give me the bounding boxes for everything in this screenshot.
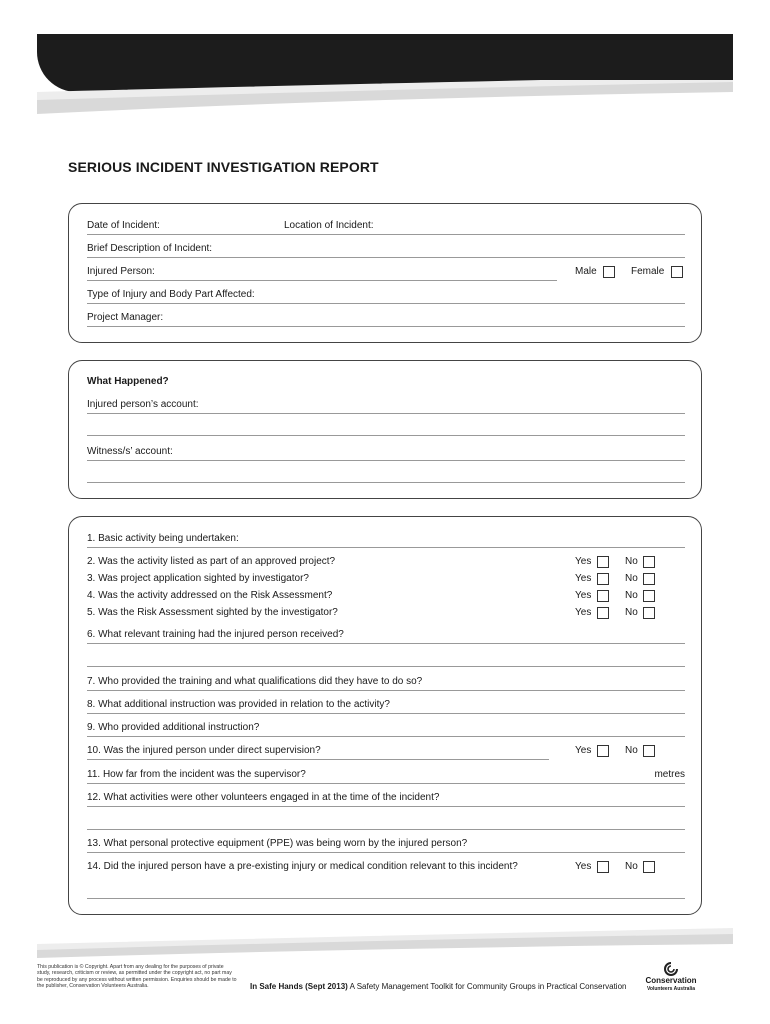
brief-description-field[interactable] [87,257,685,258]
injured-person-label: Injured Person: [87,266,155,277]
q1-row [87,532,685,548]
footer-tagline [250,982,626,991]
what-happened-heading-row [87,375,685,391]
q1-field[interactable] [87,547,685,548]
q7-row [87,675,685,691]
q4-no-label: No [625,590,638,601]
q2-yes-label: Yes [575,556,592,567]
logo-swirl-icon [664,962,678,976]
q12-field-2[interactable] [87,829,685,830]
q3-label: 3. Was project application sighted by investigator? [87,573,309,584]
q2-yes-checkbox[interactable] [597,556,609,568]
female-label: Female [631,266,665,277]
q5-row [87,606,685,622]
q5-no-checkbox[interactable] [643,607,655,619]
tagline-title: In Safe Hands (Sept 2013) [250,982,348,991]
q4-label: 4. Was the activity addressed on the Risk Assessment? [87,590,333,601]
q9-row [87,721,685,737]
q14-label: 14. Did the injured person have a pre-existing injury or medical condition relevant to this incident? [87,861,518,872]
q13-label: 13. What personal protective equipment (PPE) was being worn by the injured person? [87,838,468,849]
tagline-description: A Safety Management Toolkit for Community Groups in Practical Conservation [347,982,627,991]
q5-label: 5. Was the Risk Assessment sighted by the investigator? [87,607,338,618]
date-location-field[interactable] [87,234,685,235]
incident-details-section [68,203,702,343]
date-of-incident-label: Date of Incident: [87,220,160,231]
female-checkbox[interactable] [671,266,683,278]
q6-row [87,628,685,644]
q12-row-continued [87,814,685,830]
q12-label: 12. What activities were other volunteers engaged in at the time of the incident? [87,792,440,803]
witness-account-field-2[interactable] [87,482,685,483]
q2-no-label: No [625,556,638,567]
q14-row-continued [87,883,685,899]
q10-no-checkbox[interactable] [643,745,655,757]
injured-account-field[interactable] [87,413,685,414]
q6-label: 6. What relevant training had the injured person received? [87,629,344,640]
conservation-volunteers-logo [640,962,702,996]
what-happened-heading: What Happened? [87,376,169,387]
logo-name: Conservation [645,976,697,985]
q3-no-checkbox[interactable] [643,573,655,585]
q14-yes-checkbox[interactable] [597,861,609,873]
what-happened-section [68,360,702,499]
q9-label: 9. Who provided additional instruction? [87,722,260,733]
q4-row [87,589,685,605]
q4-yes-checkbox[interactable] [597,590,609,602]
logo-subtitle: Volunteers Australia [646,986,696,992]
row-witness-account-continued [87,467,685,483]
q12-field[interactable] [87,806,685,807]
q10-field[interactable] [87,759,549,760]
q13-row [87,837,685,853]
injured-account-label: Injured person’s account: [87,399,199,410]
investigation-questions-section [68,516,702,915]
q4-no-checkbox[interactable] [643,590,655,602]
row-injured-person [87,265,685,281]
q6-field-2[interactable] [87,666,685,667]
q5-no-label: No [625,607,638,618]
q2-no-checkbox[interactable] [643,556,655,568]
q8-row [87,698,685,714]
q10-yes-label: Yes [575,745,592,756]
q14-row [87,860,685,876]
row-injured-account-continued [87,420,685,436]
q3-yes-checkbox[interactable] [597,573,609,585]
q5-yes-label: Yes [575,607,592,618]
q11-label: 11. How far from the incident was the supervisor? [87,769,306,780]
q12-row [87,791,685,807]
injury-type-label: Type of Injury and Body Part Affected: [87,289,255,300]
injured-person-field[interactable] [87,280,557,281]
project-manager-label: Project Manager: [87,312,164,323]
copyright-notice: This publication is © Copyright. Apart from any dealing for the purposes of private study, research, criticism or review, as permitted under the copyright act, no part may be reproduced by any process without written permission. Enquiries should be made to the publisher, Conservation Volunteers Australia. [37,964,237,990]
q6-field[interactable] [87,643,685,644]
q7-label: 7. Who provided the training and what qualifications did they have to do so? [87,676,423,687]
header-swoosh [37,80,733,120]
q8-field[interactable] [87,713,685,714]
witness-account-label: Witness/s’ account: [87,446,173,457]
row-brief-description [87,242,685,258]
brief-description-label: Brief Description of Incident: [87,243,213,254]
q11-row [87,768,685,784]
q2-label: 2. Was the activity listed as part of an approved project? [87,556,336,567]
q3-yes-label: Yes [575,573,592,584]
witness-account-field[interactable] [87,460,685,461]
page-title: SERIOUS INCIDENT INVESTIGATION REPORT [68,159,379,175]
row-date-location [87,219,685,235]
location-of-incident-label: Location of Incident: [284,220,374,231]
q14-no-checkbox[interactable] [643,861,655,873]
injured-account-field-2[interactable] [87,435,685,436]
q4-yes-label: Yes [575,590,592,601]
q3-no-label: No [625,573,638,584]
row-witness-account [87,445,685,461]
q14-yes-label: Yes [575,861,592,872]
q3-row [87,572,685,588]
male-checkbox[interactable] [603,266,615,278]
male-label: Male [575,266,597,277]
q9-field[interactable] [87,736,685,737]
q14-no-label: No [625,861,638,872]
q14-field[interactable] [87,898,685,899]
row-injury-type [87,288,685,304]
injury-type-field[interactable] [87,303,685,304]
q11-field[interactable] [87,783,685,784]
q5-yes-checkbox[interactable] [597,607,609,619]
q10-yes-checkbox[interactable] [597,745,609,757]
q2-row [87,555,685,571]
q8-label: 8. What additional instruction was provided in relation to the activity? [87,699,390,710]
footer-swoosh [37,928,733,962]
q13-field[interactable] [87,852,685,853]
metres-label: metres [654,769,685,780]
q10-row [87,744,685,760]
row-injured-account [87,398,685,414]
q1-label: 1. Basic activity being undertaken: [87,533,239,544]
project-manager-field[interactable] [87,326,685,327]
q10-no-label: No [625,745,638,756]
q7-field[interactable] [87,690,685,691]
q6-row-continued [87,651,685,667]
q10-label: 10. Was the injured person under direct supervision? [87,745,321,756]
row-project-manager [87,311,685,327]
